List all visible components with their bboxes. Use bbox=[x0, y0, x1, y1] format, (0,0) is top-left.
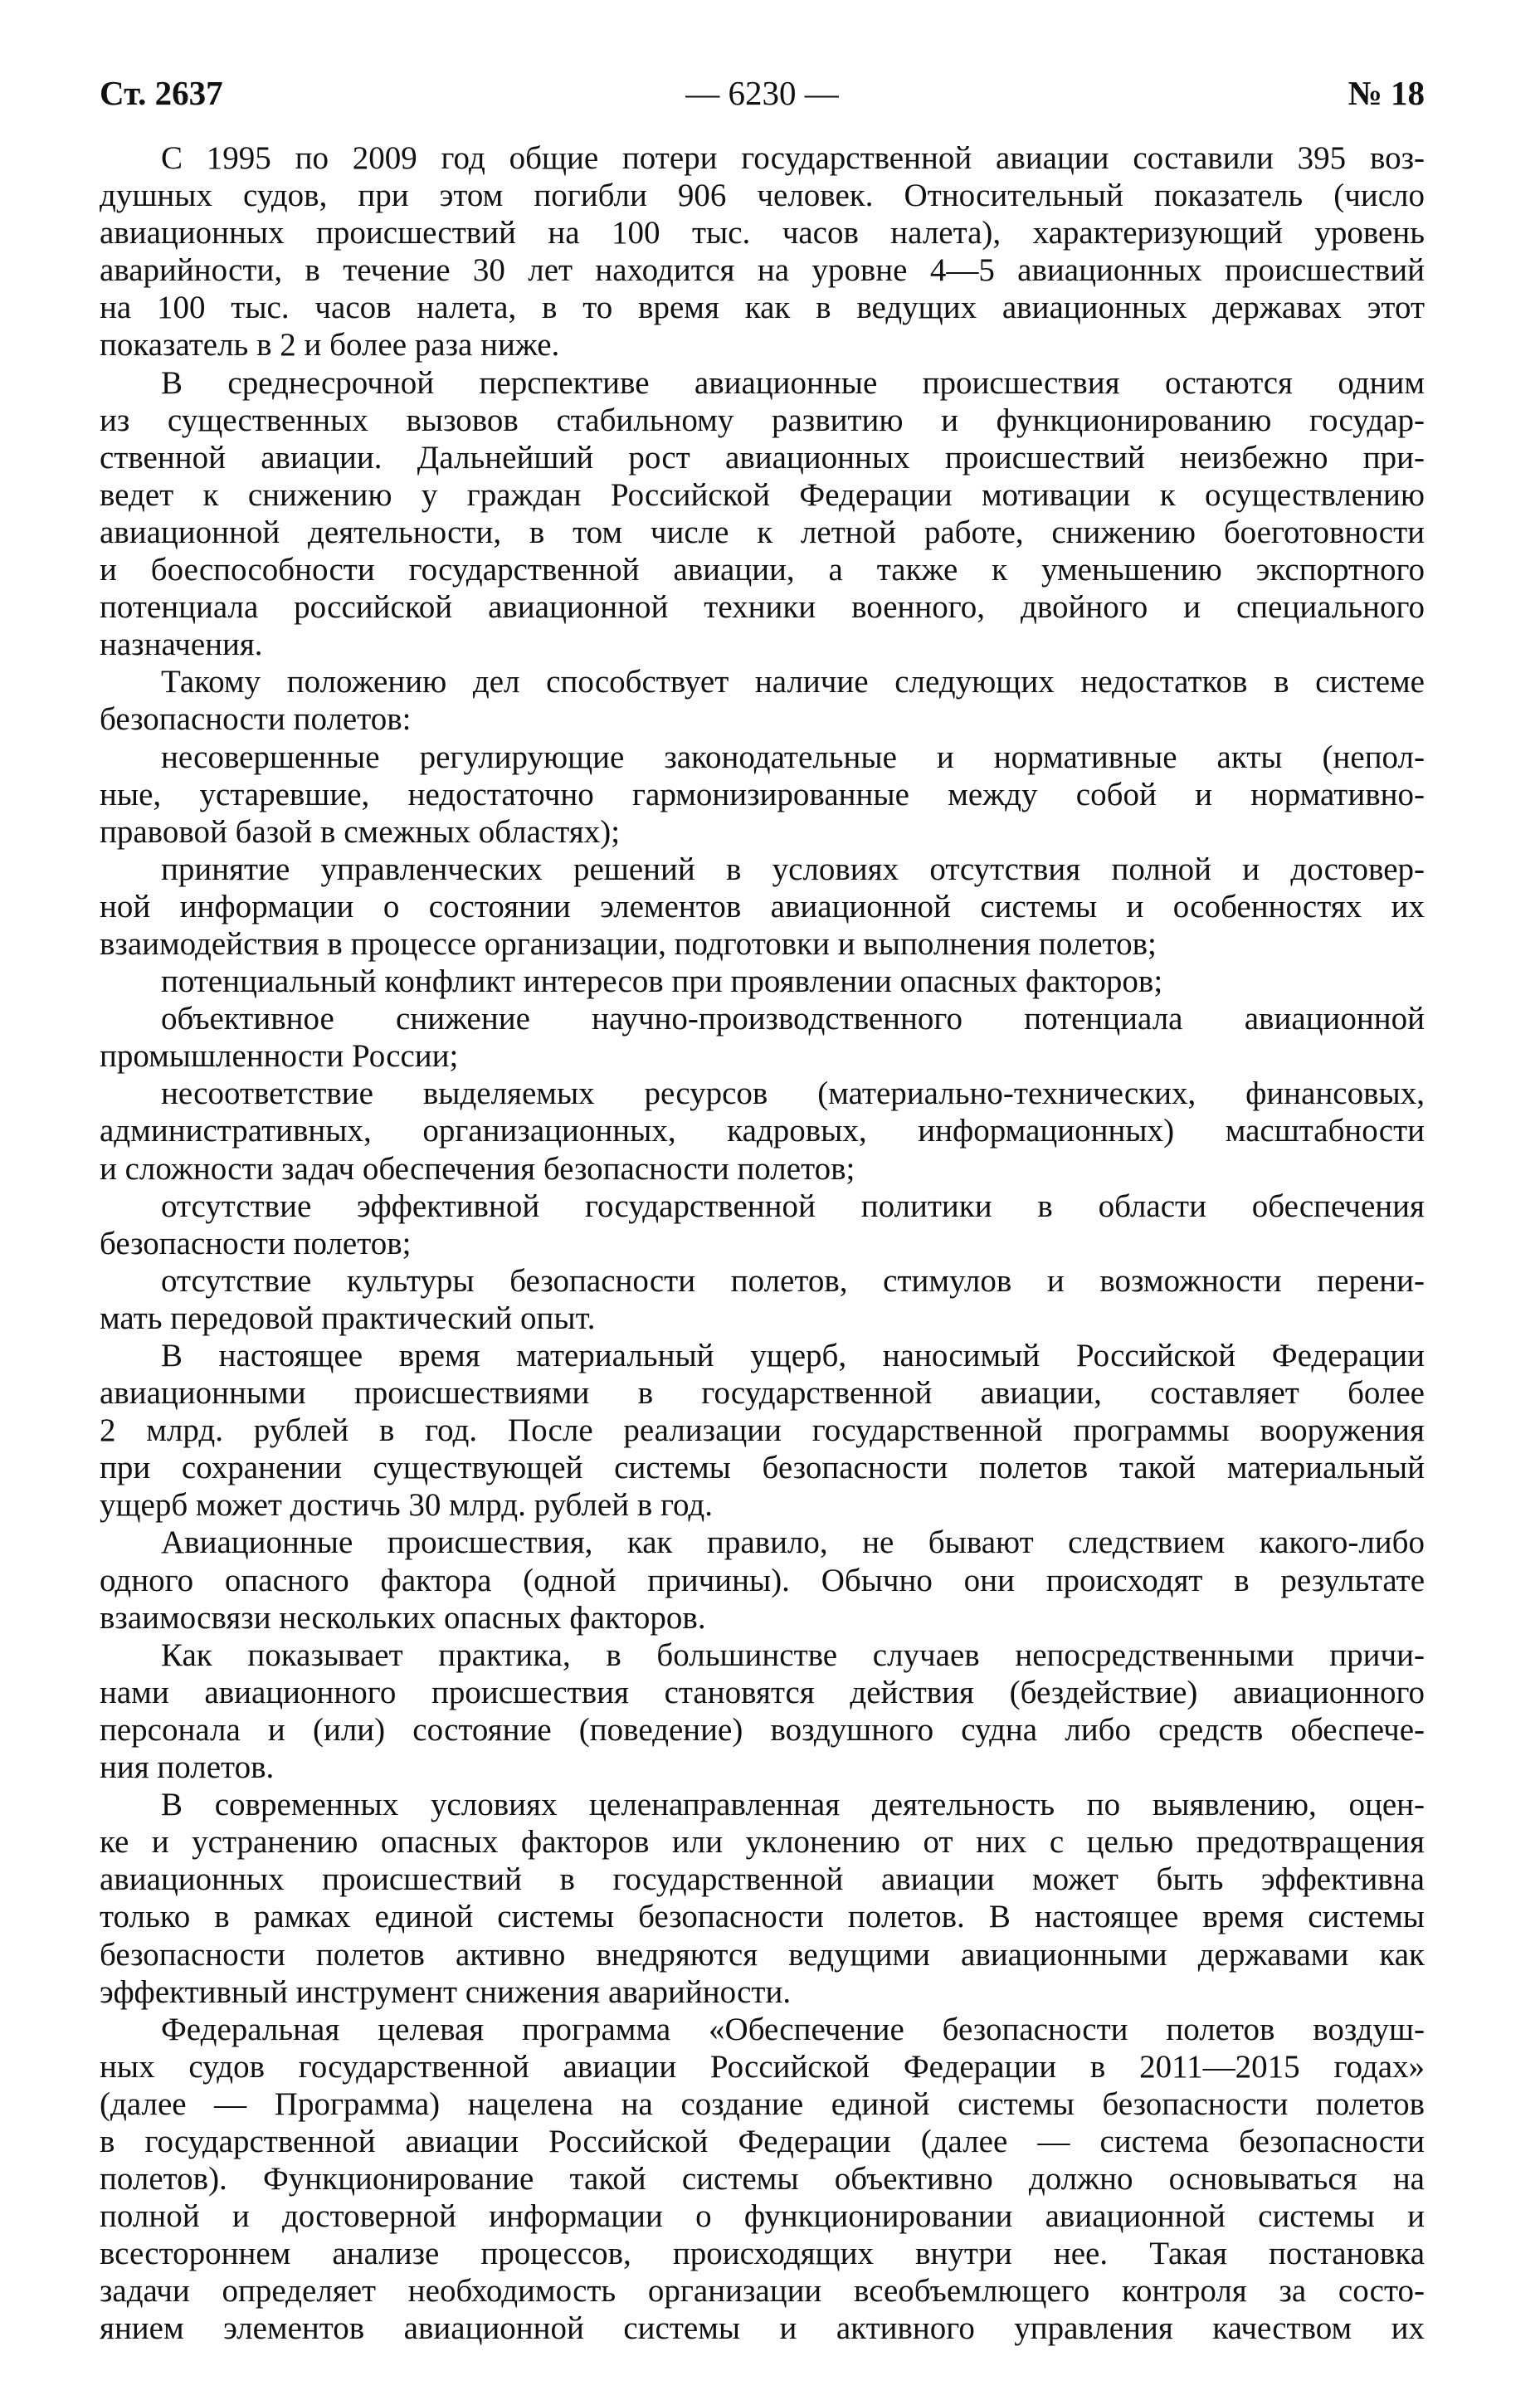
paragraph bbox=[100, 1188, 1425, 1262]
paragraph bbox=[100, 1000, 1425, 1075]
paragraph bbox=[100, 1524, 1425, 1636]
text-line: взаимодействия в процессе организации, подготовки и выполнения полетов; bbox=[100, 925, 1157, 962]
paragraph bbox=[100, 663, 1425, 738]
text-line: всестороннем анализе процессов, происходящих внутри нее. Такая постановка bbox=[100, 2236, 1425, 2272]
text-line: безопасности полетов; bbox=[100, 1225, 412, 1261]
text-line: персонала и (или) состояние (поведение) воздушного судна либо средств обеспече- bbox=[100, 1711, 1425, 1748]
paragraph bbox=[100, 1075, 1425, 1187]
text-line: авиационной деятельности, в том числе к летной работе, снижению боеготовности bbox=[100, 514, 1425, 550]
text-line: ведет к снижению у граждан Российской Федерации мотивации к осуществлению bbox=[100, 476, 1425, 513]
document-body bbox=[100, 139, 1425, 2348]
text-line: авиационных происшествий на 100 тыс. часов налета), характеризующий уровень bbox=[100, 215, 1425, 251]
text-line: несоответствие выделяемых ресурсов (материально-технических, финансовых, bbox=[161, 1076, 1425, 1112]
text-line: показатель в 2 и более раза ниже. bbox=[100, 327, 560, 363]
paragraph bbox=[100, 364, 1425, 664]
text-line: принятие управленческих решений в условиях отсутствия полной и достовер- bbox=[161, 851, 1425, 887]
paragraph bbox=[100, 1637, 1425, 1786]
text-line: объективное снижение научно-производственного потенциала авиационной bbox=[161, 1001, 1425, 1037]
text-line: задачи определяет необходимость организации всеобъемлющего контроля за состо- bbox=[100, 2273, 1425, 2310]
text-line: назначения. bbox=[100, 627, 263, 663]
text-line: правовой базой в смежных областях); bbox=[100, 813, 621, 850]
text-line: В современных условиях целенаправленная деятельность по выявлению, оцен- bbox=[161, 1787, 1425, 1823]
text-line: авиационными происшествиями в государственной авиации, составляет более bbox=[100, 1375, 1425, 1412]
text-line: (далее — Программа) нацелена на создание единой системы безопасности полетов bbox=[100, 2085, 1425, 2122]
paragraph bbox=[100, 1262, 1425, 1337]
text-line: С 1995 по 2009 год общие потери государственной авиации составили 395 воз- bbox=[161, 140, 1425, 176]
text-line: только в рамках единой системы безопасности полетов. В настоящее время системы bbox=[100, 1899, 1425, 1935]
text-line: полетов). Функционирование такой системы объективно должно основываться на bbox=[100, 2161, 1425, 2198]
text-line: взаимосвязи нескольких опасных факторов. bbox=[100, 1599, 706, 1636]
page-number: — 6230 — bbox=[685, 74, 839, 112]
text-line: авиационных происшествий в государственной авиации может быть эффективна bbox=[100, 1861, 1425, 1898]
text-line: Такому положению дел способствует наличие следующих недостатков в системе bbox=[161, 664, 1425, 700]
paragraph bbox=[100, 139, 1425, 364]
text-line: В настоящее время материальный ущерб, наносимый Российской Федерации bbox=[161, 1338, 1425, 1373]
text-line: административных, организационных, кадровых, информационных) масштабности bbox=[100, 1113, 1425, 1149]
text-line: янием элементов авиационной системы и активного управления качеством их bbox=[100, 2310, 1425, 2347]
text-line: промышленности России; bbox=[100, 1038, 459, 1075]
text-line: и сложности задач обеспечения безопасности полетов; bbox=[100, 1150, 855, 1187]
text-line: ной информации о состоянии элементов авиационной системы и особенностях их bbox=[100, 888, 1425, 924]
text-line: ственной авиации. Дальнейший рост авиационных происшествий неизбежно при- bbox=[100, 439, 1425, 476]
text-line: В среднесрочной перспективе авиационные происшествия остаются одним bbox=[161, 364, 1425, 401]
text-line: потенциала российской авиационной техники военного, двойного и специального bbox=[100, 589, 1425, 626]
issue-number: № 18 bbox=[1348, 74, 1425, 112]
text-line: ния полетов. bbox=[100, 1749, 275, 1786]
text-line: потенциальный конфликт интересов при проявлении опасных факторов; bbox=[161, 963, 1163, 1000]
text-line: в государственной авиации Российской Федерации (далее — система безопасности bbox=[100, 2123, 1425, 2159]
paragraph bbox=[100, 1786, 1425, 2011]
paragraph bbox=[100, 1337, 1425, 1524]
paragraph bbox=[100, 2011, 1425, 2348]
text-line: эффективный инструмент снижения аварийности. bbox=[100, 1973, 792, 2010]
article-number: Ст. 2637 bbox=[100, 74, 223, 112]
text-line: ке и устранению опасных факторов или уклонению от них с целью предотвращения bbox=[100, 1824, 1425, 1861]
text-line: отсутствие культуры безопасности полетов, стимулов и возможности перени- bbox=[161, 1262, 1425, 1299]
text-line: из существенных вызовов стабильному развитию и функционированию государ- bbox=[100, 402, 1425, 438]
text-line: несовершенные регулирующие законодательные и нормативные акты (непол- bbox=[161, 739, 1425, 775]
text-line: мать передовой практический опыт. bbox=[100, 1300, 596, 1336]
paragraph bbox=[100, 851, 1425, 963]
page-header bbox=[100, 73, 1425, 115]
text-line: аварийности, в течение 30 лет находится на уровне 4—5 авиационных происшествий bbox=[100, 252, 1425, 289]
text-line: при сохранении существующей системы безопасности полетов такой материальный bbox=[100, 1450, 1425, 1486]
text-line: полной и достоверной информации о функционировании авиационной системы и bbox=[100, 2198, 1425, 2235]
text-line: нами авиационного происшествия становятся действия (бездействие) авиационного bbox=[100, 1674, 1425, 1710]
text-line: и боеспособности государственной авиации, а также к уменьшению экспортного bbox=[100, 552, 1425, 588]
text-line: отсутствие эффективной государственной политики в области обеспечения bbox=[161, 1188, 1425, 1224]
text-line: Авиационные происшествия, как правило, не бывают следствием какого-либо bbox=[161, 1524, 1425, 1561]
text-line: на 100 тыс. часов налета, в то время как в ведущих авиационных державах этот bbox=[100, 290, 1425, 326]
text-line: душных судов, при этом погибли 906 человек. Относительный показатель (число bbox=[100, 178, 1425, 214]
text-line: ных судов государственной авиации Российской Федерации в 2011—2015 годах» bbox=[100, 2048, 1425, 2085]
text-line: ущерб может достичь 30 млрд. рублей в год. bbox=[100, 1487, 713, 1524]
text-line: ные, устаревшие, недостаточно гармонизированные между собой и нормативно- bbox=[100, 776, 1425, 812]
text-line: безопасности полетов: bbox=[100, 701, 412, 738]
text-line: Федеральная целевая программа «Обеспечение безопасности полетов воздуш- bbox=[161, 2011, 1425, 2047]
text-line: безопасности полетов активно внедряются ведущими авиационными державами как bbox=[100, 1936, 1425, 1973]
paragraph bbox=[100, 739, 1425, 851]
text-line: 2 млрд. рублей в год. После реализации государственной программы вооружения bbox=[100, 1412, 1425, 1449]
text-line: Как показывает практика, в большинстве случаев непосредственными причи- bbox=[161, 1637, 1425, 1673]
paragraph bbox=[100, 963, 1425, 1000]
text-line: одного опасного фактора (одной причины). Обычно они происходят в результате bbox=[100, 1562, 1425, 1598]
